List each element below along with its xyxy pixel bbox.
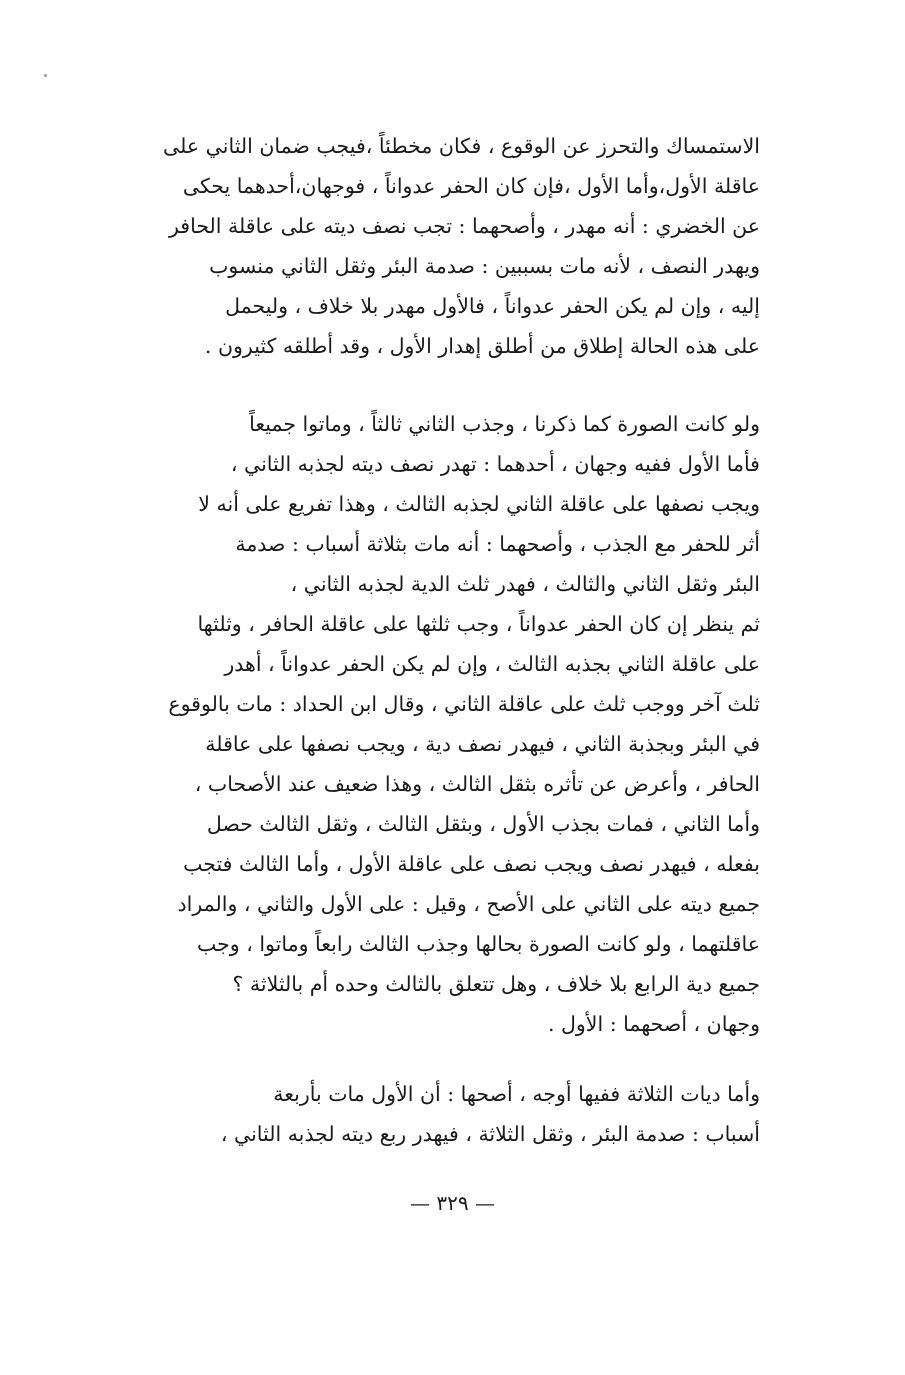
text-line: على عاقلة الثاني بجذبه الثالث ، وإن لم يكن الحفر عدواناً ، أهدر [224, 652, 760, 676]
text-line: إليه ، وإن لم يكن الحفر عدواناً ، فالأول مهدر بلا خلاف ، وليحمل [225, 294, 760, 318]
text-line: أسباب : صدمة البئر ، وثقل الثلاثة ، فيهدر ربع ديته لجذبه الثاني ، [220, 1122, 760, 1146]
text-line: أثر للحفر مع الجذب ، وأصحهما : أنه مات بثلاثة أسباب : صدمة [235, 532, 760, 556]
text-line: ثلث آخر ووجب ثلث على عاقلة الثاني ، وقال ابن الحداد : مات بالوقوع [168, 692, 760, 716]
text-line: ثم ينظر إن كان الحفر عدواناً ، وجب ثلثها على عاقلة الحافر ، وثلثها [197, 612, 760, 636]
text-line: ويهدر النصف ، لأنه مات بسببين : صدمة البئر وثقل الثاني منسوب [209, 254, 760, 278]
text-line: على هذه الحالة إطلاق من أطلق إهدار الأول ، وقد أطلقه كثيرون . [204, 334, 760, 358]
text-line: بفعله ، فيهدر نصف ويجب نصف على عاقلة الأول ، وأما الثالث فتجب [183, 852, 760, 876]
text-line: جميع ديته على الثاني على الأصح ، وقيل : على الأول والثاني ، والمراد [177, 892, 760, 916]
scan-speck [44, 74, 47, 77]
text-line: في البئر وبجذبة الثاني ، فيهدر نصف دية ، ويجب نصفها على عاقلة [205, 732, 760, 756]
text-line: الحافر ، وأعرض عن تأثره بثقل الثالث ، وهذا ضعيف عند الأصحاب ، [194, 772, 760, 796]
text-line: جميع دية الرابع بلا خلاف ، وهل تتعلق بالثالث وحده أم بالثلاثة ؟ [232, 972, 760, 996]
text-line: ويجب نصفها على عاقلة الثاني لجذبه الثالث ، وهذا تفريع على أنه لا [198, 492, 760, 516]
text-line: عاقلتهما ، ولو كانت الصورة بحالها وجذب الثالث رابعاً وماتوا ، وجب [197, 932, 760, 956]
text-line: وأما الثاني ، فمات بجذب الأول ، وبثقل الثالث ، وثقل الثالث حصل [206, 812, 760, 836]
text-line: وجهان ، أصحهما : الأول . [547, 1012, 760, 1036]
text-line: عاقلة الأول،وأما الأول ،فإن كان الحفر عدواناً ، فوجهان،أحدهما يحكى [182, 174, 760, 198]
text-line: البئر وثقل الثاني والثالث ، فهدر ثلث الدية لجذبه الثاني ، [290, 572, 760, 596]
page-number: — ٣٢٩ — [410, 1191, 495, 1215]
text-line: فأما الأول ففيه وجهان ، أحدهما : تهدر نصف ديته لجذبه الثاني ، [230, 452, 760, 476]
text-line: ولو كانت الصورة كما ذكرنا ، وجذب الثاني ثالثاً ، وماتوا جميعاً [249, 412, 760, 436]
paragraph-1 [136, 126, 760, 366]
text-line: عن الخضري : أنه مهدر ، وأصحهما : تجب نصف ديته على عاقلة الحافر [168, 214, 760, 238]
paragraph-3 [136, 1074, 760, 1154]
text-line: الاستمساك والتحرز عن الوقوع ، فكان مخطئاً ،فيجب ضمان الثاني على [163, 134, 760, 158]
text-line: وأما ديات الثلاثة ففيها أوجه ، أصحها : أن الأول مات بأربعة [273, 1082, 760, 1106]
paragraph-2 [136, 404, 760, 1044]
